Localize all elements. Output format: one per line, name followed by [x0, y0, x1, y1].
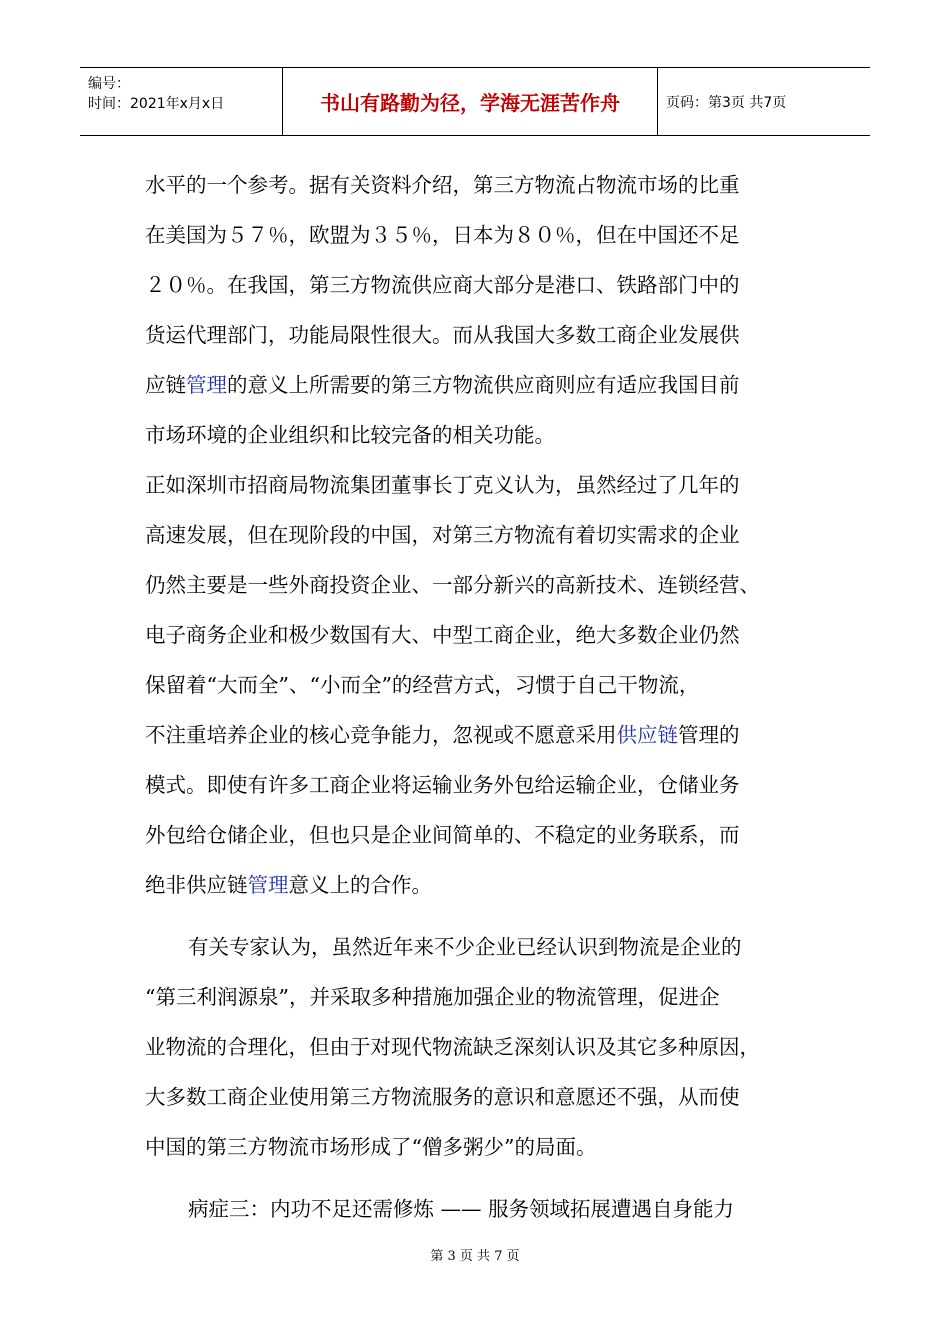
text-line: 病症三：内功不足还需修炼 —— 服务领域拓展遭遇自身能力 — [188, 1197, 735, 1221]
page-info: 页码：第3页 共7页 — [666, 94, 787, 111]
text-line: 业物流的合理化，但由于对现代物流缺乏深刻认识及其它多种原因， — [145, 1035, 760, 1059]
page-footer — [0, 1245, 950, 1264]
paragraph-4 — [145, 1184, 825, 1234]
text-line: 保留着“大而全”、“小而全”的经营方式，习惯于自己干物流， — [145, 673, 700, 697]
text-line: 水平的一个参考。据有关资料介绍，第三方物流占物流市场的比重 — [145, 173, 740, 197]
text-line: 仍然主要是一些外商投资企业、一部分新兴的高新技术、连锁经营、 — [145, 573, 760, 597]
text-line: 外包给仓储企业，但也只是企业间简单的、不稳定的业务联系，而 — [145, 823, 740, 847]
text-span: 管理的 — [678, 723, 740, 747]
text-line: 正如深圳市招商局物流集团董事长丁克义认为，虽然经过了几年的 — [145, 473, 740, 497]
text-line: 有关专家认为，虽然近年来不少企业已经认识到物流是企业的 — [188, 935, 742, 959]
supply-chain-link[interactable]: 供应链 — [616, 723, 678, 747]
text-line — [145, 710, 825, 760]
time-label: 时间：2021年x月x日 — [88, 96, 225, 112]
paragraph-1 — [145, 160, 825, 460]
header-motto-cell — [283, 68, 658, 135]
text-line: “第三利润源泉”，并采取多种措施加强企业的物流管理，促进企 — [145, 985, 720, 1009]
text-line: 大多数工商企业使用第三方物流服务的意识和意愿还不强，从而使 — [145, 1085, 740, 1109]
text-span: 意义上的合作。 — [288, 873, 432, 897]
header-meta-cell — [80, 68, 283, 135]
text-line — [145, 860, 825, 910]
text-span: 应链 — [145, 373, 186, 397]
paragraph-3 — [145, 922, 825, 1172]
text-line: 市场环境的企业组织和比较完备的相关功能。 — [145, 423, 555, 447]
text-line: 高速发展，但在现阶段的中国，对第三方物流有着切实需求的企业 — [145, 523, 740, 547]
text-line: 中国的第三方物流市场形成了“僧多粥少”的局面。 — [145, 1135, 597, 1159]
text-line: 货运代理部门，功能局限性很大。而从我国大多数工商企业发展供 — [145, 323, 740, 347]
management-link[interactable]: 管理 — [186, 373, 227, 397]
text-span: 绝非供应链 — [145, 873, 248, 897]
motto-text: 书山有路勤为径，学海无涯苦作舟 — [320, 91, 620, 115]
text-line — [145, 360, 825, 410]
text-line: 在美国为５７％，欧盟为３５％，日本为８０％，但在中国还不足 — [145, 223, 740, 247]
header-table — [80, 67, 870, 136]
management-link[interactable]: 管理 — [247, 873, 289, 897]
document-body — [145, 160, 825, 1234]
text-line: 模式。即使有许多工商企业将运输业务外包给运输企业，仓储业务 — [145, 773, 740, 797]
footer-page-number: 第 3 页 共 7 页 — [430, 1249, 520, 1264]
text-line: 电子商务企业和极少数国有大、中型工商企业，绝大多数企业仍然 — [145, 623, 740, 647]
paragraph-gap — [145, 910, 825, 922]
text-span: 不注重培养企业的核心竞争能力，忽视或不愿意采用 — [145, 723, 617, 747]
text-line: ２０％。在我国，第三方物流供应商大部分是港口、铁路部门中的 — [145, 273, 740, 297]
paragraph-gap — [145, 1172, 825, 1184]
number-label: 编号： — [88, 76, 130, 92]
text-span: 的意义上所需要的第三方物流供应商则应有适应我国目前 — [227, 373, 740, 397]
paragraph-2 — [145, 460, 825, 910]
header-page-cell — [658, 68, 870, 135]
